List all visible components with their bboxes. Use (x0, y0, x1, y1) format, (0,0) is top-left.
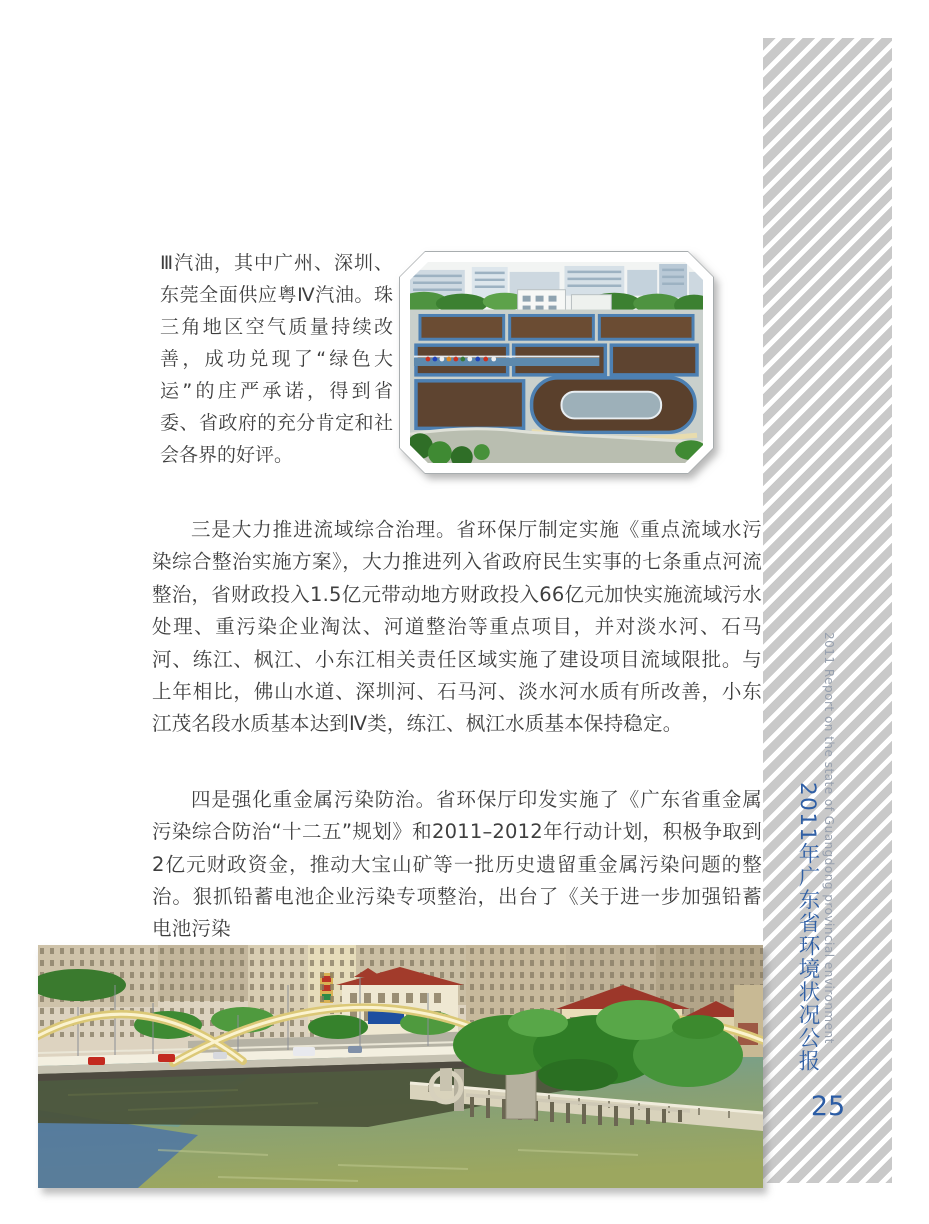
paragraph-river-regulation: 三是大力推进流域综合治理。省环保厅制定实施《重点流域水污染综合整治实施方案》，大力推进列入省政府民生实事的七条重点河流整治，省财政投入1.5亿元带动地方财政投入66亿元加快实施流域污水处理、重污染企业淘汰、河道整治等重点项目，并对淡水河、石马河、练江、枫江、小东江相关责任区域实施了建设项目流域限批。与上年相比，佛山水道、深圳河、石马河、淡水河水质有所改善，小东江茂名段水质基本达到Ⅳ类，练江、枫江水质基本保持稳定。 (152, 518, 762, 736)
sidebar-title-chinese: 2011年广东省环境状况公报 (795, 782, 820, 1073)
photo-frame-outline (399, 251, 714, 474)
bridge-photo (38, 945, 763, 1188)
body-text (152, 514, 762, 946)
photo-frame (400, 252, 713, 473)
treatment-plant-image (410, 262, 703, 463)
intro-paragraph: Ⅲ汽油，其中广州、深圳、东莞全面供应粤Ⅳ汽油。珠三角地区空气质量持续改善，成功兑现了“绿色大运”的庄严承诺，得到省委、省政府的充分肯定和社会各界的好评。 (160, 252, 393, 466)
sidebar-title-english: 2011 Report on the state of Guangdong provincial environment (822, 632, 836, 1044)
page-number: 25 (810, 1091, 846, 1122)
treatment-plant-photo (399, 251, 714, 474)
paragraph-heavy-metal: 四是强化重金属污染防治。省环保厅印发实施了《广东省重金属污染综合防治“十二五”规划》和2011–2012年行动计划，积极争取到2亿元财政资金，推动大宝山矿等一批历史遗留重金属污染问题的整治。狠抓铅蓄电池企业污染专项整治，出台了《关于进一步加强铅蓄电池污染 (152, 787, 762, 941)
